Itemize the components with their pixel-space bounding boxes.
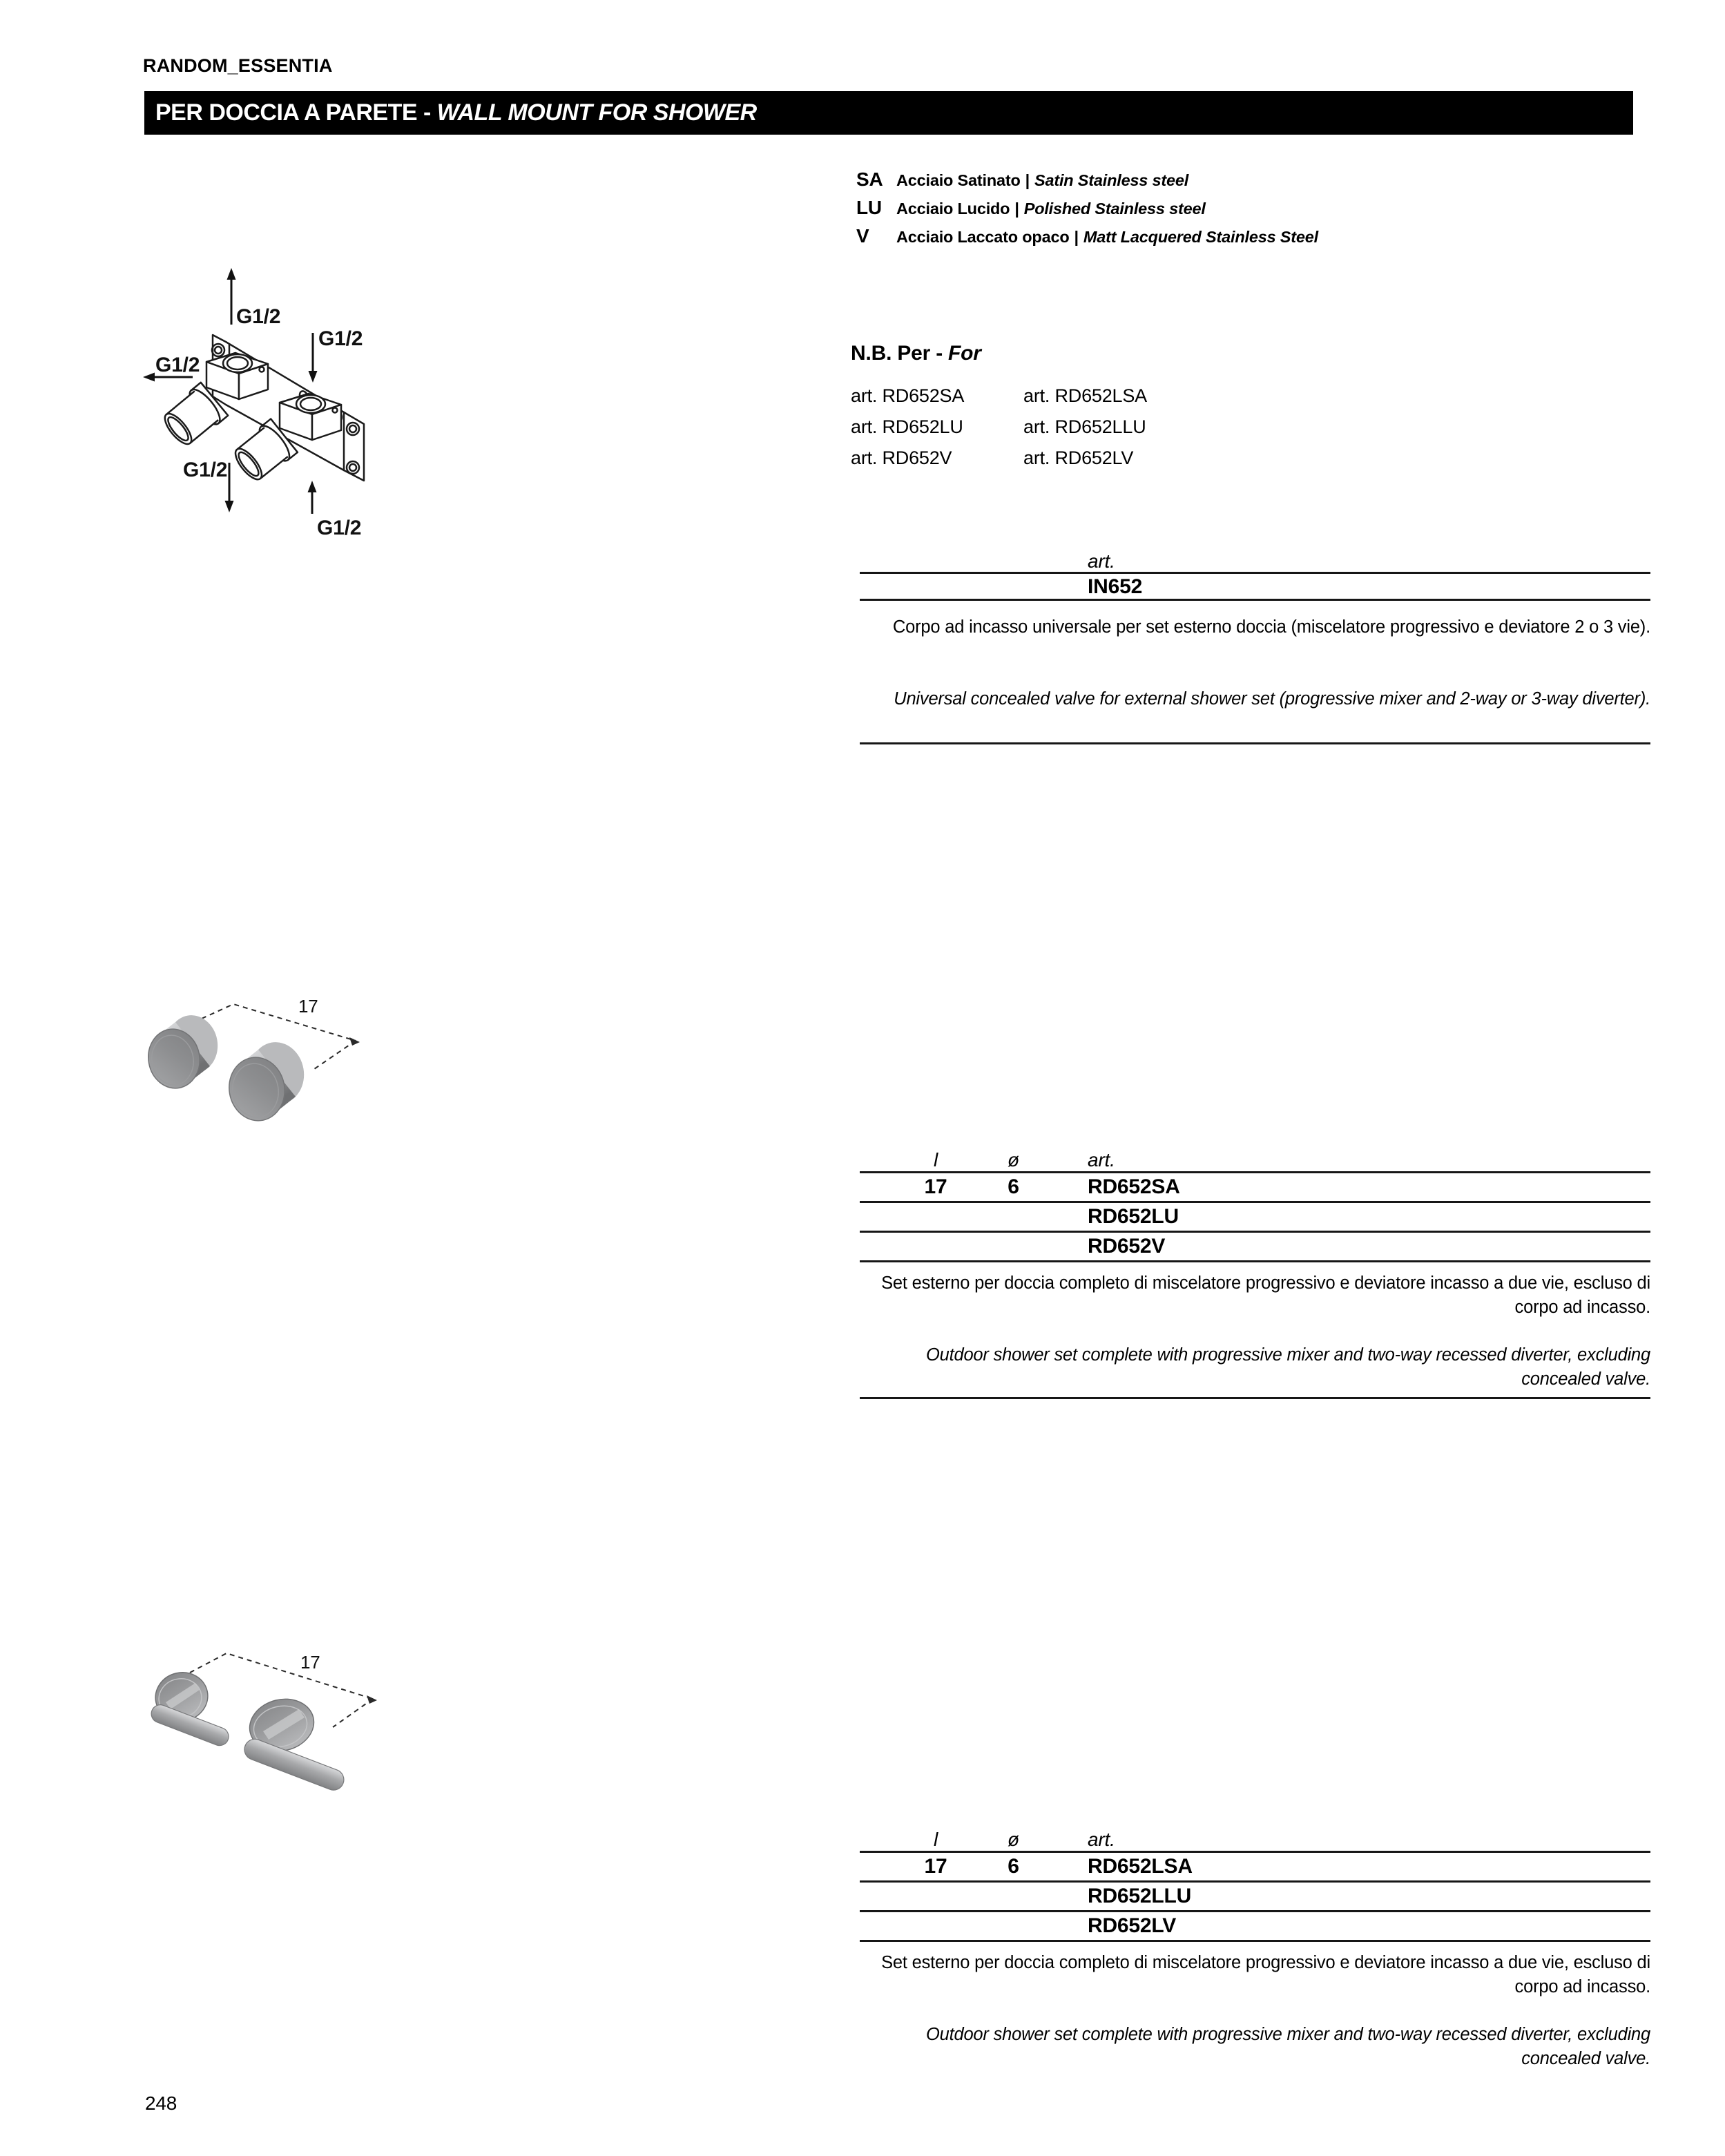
col-header-diameter: ø: [1008, 1829, 1019, 1850]
table-rule: [860, 1171, 1650, 1173]
port-size-label: G1/2: [317, 517, 362, 539]
article-ref: art. RD652LLU: [1023, 416, 1146, 437]
dimension-value: 17: [300, 1652, 320, 1673]
arrow-up-icon: [227, 268, 236, 280]
arrow-down-icon: [225, 501, 234, 512]
article-code: RD652LV: [1088, 1914, 1177, 1937]
note-title-en: For: [948, 342, 981, 365]
note-article-list: [851, 385, 1265, 479]
col-header-art: art.: [1088, 1829, 1115, 1850]
arrow-down-icon: [309, 371, 318, 383]
col-header-art: art.: [1088, 550, 1115, 572]
table-rule: [860, 1201, 1650, 1203]
finish-code: V: [856, 225, 869, 247]
article-code: RD652SA: [1088, 1175, 1180, 1198]
note-row: [851, 385, 1265, 416]
knob-left: [144, 1011, 222, 1092]
description-english: Universal concealed valve for external shower set (progressive mixer and 2-way or 3-way diverter).: [894, 689, 1650, 709]
table-rule: [860, 599, 1650, 601]
lever-left: [148, 1668, 231, 1749]
finish-label-it: Acciaio Lucido: [896, 200, 1010, 218]
finish-code: LU: [856, 197, 882, 218]
page-number: 248: [145, 2092, 177, 2114]
table-rule: [860, 572, 1650, 574]
lever-handles-drawing: [135, 1647, 445, 1854]
table-rule: [860, 1910, 1650, 1912]
brand-header: RANDOM_ESSENTIA: [143, 55, 333, 76]
description-italian: Corpo ad incasso universale per set esterno doccia (miscelatore progressivo e deviatore 2 o 3 vie).: [892, 617, 1650, 637]
section-title-bar: [144, 91, 1633, 135]
finish-row-v: [856, 225, 1318, 253]
port-size-label: G1/2: [318, 327, 363, 350]
dimension-value: 17: [298, 996, 318, 1017]
length-value: 17: [924, 1855, 947, 1878]
table-rule: [860, 1260, 1650, 1262]
finish-legend: [856, 169, 1318, 253]
arrow-up-icon: [308, 481, 317, 492]
valve-article-table: [860, 549, 1650, 749]
note-title: [851, 342, 981, 365]
article-code: IN652: [1088, 575, 1143, 598]
table-rule: [860, 1851, 1650, 1853]
dimension-arrow-icon: [367, 1695, 377, 1704]
col-header-l: l: [933, 1149, 938, 1171]
lever-set-table: [860, 1826, 1650, 2075]
finish-label-en: Matt Lacquered Stainless Steel: [1083, 228, 1318, 246]
description-english: Outdoor shower set complete with progressive mixer and two-way recessed diverter, excluding concealed valve.: [925, 1345, 1650, 1389]
description-italian: Set esterno per doccia completo di miscelatore progressivo e deviatore incasso a due vie, escluso di corpo ad incasso.: [881, 1953, 1650, 1996]
col-header-diameter: ø: [1008, 1149, 1019, 1171]
note-row: [851, 416, 1265, 447]
article-code: RD652LU: [1088, 1205, 1179, 1228]
finish-code: SA: [856, 169, 883, 190]
description-italian: Set esterno per doccia completo di miscelatore progressivo e deviatore incasso a due vie, escluso di corpo ad incasso.: [881, 1273, 1650, 1317]
diameter-value: 6: [1008, 1175, 1019, 1198]
section-title-it: PER DOCCIA A PARETE -: [155, 99, 431, 126]
note-title-it: N.B. Per -: [851, 342, 943, 365]
table-rule: [860, 1940, 1650, 1942]
lever-right: [242, 1693, 347, 1793]
separator: |: [1025, 171, 1030, 189]
separator: |: [1014, 200, 1019, 218]
article-ref: art. RD652LU: [851, 416, 963, 437]
finish-label: [896, 228, 1318, 247]
separator: |: [1074, 228, 1079, 246]
knob-right: [224, 1038, 309, 1125]
article-code: RD652V: [1088, 1235, 1166, 1258]
table-rule: [860, 1231, 1650, 1233]
port-size-label: G1/2: [236, 305, 281, 328]
description-english: Outdoor shower set complete with progressive mixer and two-way recessed diverter, excluding concealed valve.: [925, 2025, 1650, 2068]
section-title-en: WALL MOUNT FOR SHOWER: [436, 99, 757, 126]
finish-label-en: Satin Stainless steel: [1034, 171, 1189, 189]
note-row: [851, 447, 1265, 479]
article-code: RD652LLU: [1088, 1885, 1192, 1907]
knob-handles-drawing: [135, 988, 425, 1150]
col-header-art: art.: [1088, 1149, 1115, 1171]
article-ref: art. RD652V: [851, 447, 952, 468]
finish-label: [896, 171, 1188, 190]
diameter-value: 6: [1008, 1855, 1019, 1878]
length-value: 17: [924, 1175, 947, 1198]
article-code: RD652LSA: [1088, 1855, 1193, 1878]
finish-label-it: Acciaio Laccato opaco: [896, 228, 1070, 246]
table-rule: [860, 1880, 1650, 1883]
article-ref: art. RD652SA: [851, 385, 965, 406]
arrow-left-icon: [143, 373, 155, 382]
col-header-l: l: [933, 1829, 938, 1850]
valve-technical-drawing: [135, 261, 501, 555]
port-size-label: G1/2: [183, 459, 228, 481]
article-ref: art. RD652LV: [1023, 447, 1134, 468]
note-block: [851, 342, 1147, 468]
finish-label-it: Acciaio Satinato: [896, 171, 1021, 189]
finish-row-lu: [856, 197, 1318, 225]
finish-label-en: Polished Stainless steel: [1023, 200, 1206, 218]
knob-set-table: [860, 1146, 1650, 1403]
port-size-label: G1/2: [155, 354, 200, 376]
table-rule: [860, 742, 1650, 744]
finish-label: [896, 200, 1206, 218]
finish-row-sa: [856, 169, 1318, 197]
dimension-arrow-icon: [349, 1037, 360, 1046]
article-ref: art. RD652LSA: [1023, 385, 1147, 406]
table-rule: [860, 1397, 1650, 1399]
